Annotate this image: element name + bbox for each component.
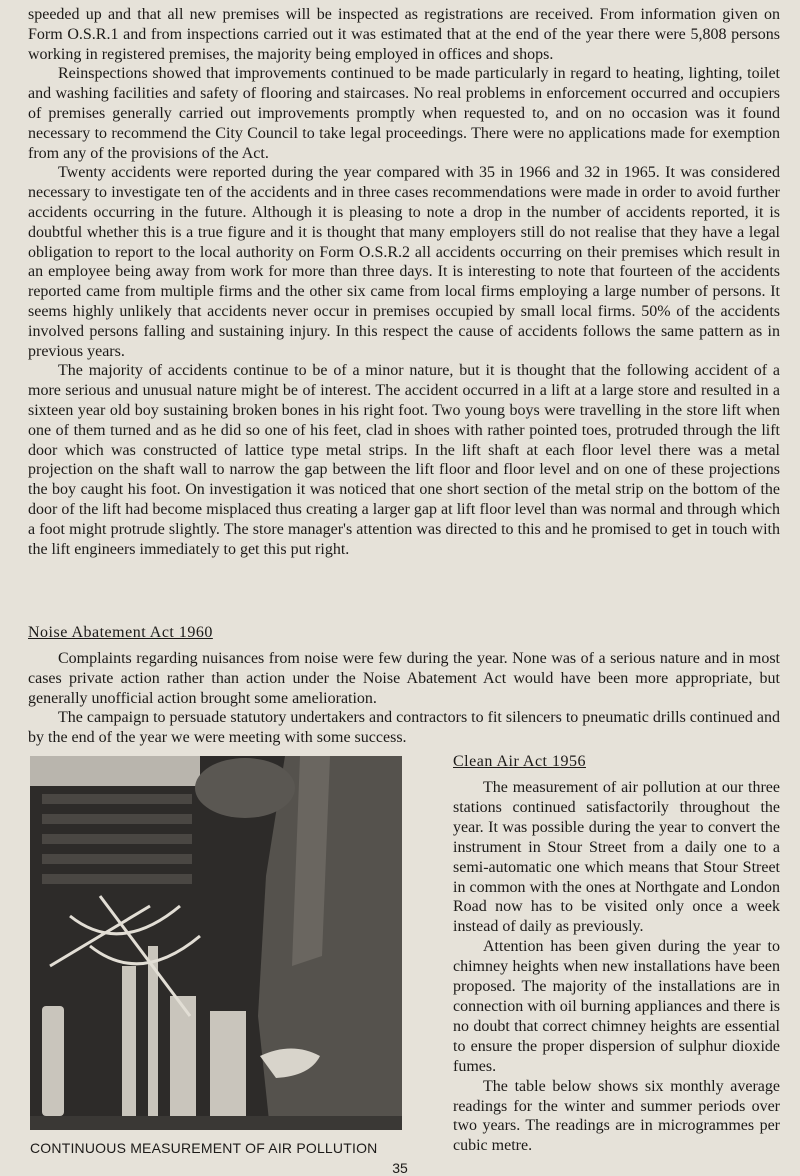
top-section [28,5,780,559]
paragraph-table-intro: The table below shows six monthly average readings for the winter and summer periods over two years. The readings are in microgrammes per cubic metre. [453,1077,780,1155]
air-pollution-photo [30,756,402,1130]
paragraph-chimney-heights: Attention has been given during the year to chimney heights when new installations have been proposed. The majority of the installations are in connection with oil burning appliances and there is no doubt that correct chimney heights are essential to ensure the proper dispersion of sulphur dioxide fumes. [453,938,780,1075]
photo-image [30,756,402,1130]
paragraph-accidents: Twenty accidents were reported during the year compared with 35 in 1966 and 32 in 1965. It was considered necessary to investigate ten of the accidents and in three cases recommendations were made in order to avoid further accidents occurring in the future. Although it is pleasing to note a drop in the number of accidents reported, it is doubtful whether this is a true figure and it is thought that many employers still do not realise that they have a legal obligation to report to the local authority on Form O.S.R.2 all accidents occurring on their premises which result in an employee being away from work for more than three days. It is interesting to note that fourteen of the accidents reported came from multiple firms and the other six came from local firms employing a large number of persons. It seems highly unlikely that accidents never occur in premises occupied by small local firms. 50% of the accidents involved persons falling and sustaining injury. In this respect the cause of accidents follows the same pattern as in previous years. [28,164,780,360]
paragraph-air-measurement: The measurement of air pollution at our three stations continued satisfactorily throughout the year. It was possible during the year to convert the instrument in Stour Street from a daily one to a semi-automatic one which means that Stour Street in common with the ones at Northgate and London Road now has to be visited only once a week instead of daily as previously. [453,779,780,936]
paragraph-lift-accident: The majority of accidents continue to be of a minor nature, but it is thought that the following accident of a more serious and unusual nature might be of interest. The accident occurred in a lift at a large store and resulted in a sixteen year old boy sustaining broken bones in his right foot. Two young boys were travelling in the store lift when one of them turned and as he did so one of his feet, clad in shoes with rather pointed toes, protruded through the lift door which was constructed of lattice type metal strips. In the lift shaft at each floor level there was a metal projection on the shaft wall to narrow the gap between the lift floor and floor level and on one of these projections the boy caught his foot. On investigation it was noticed that one short section of the metal strip on the bottom of the door of the lift had become misplaced thus creating a larger gap at lift floor level than was normal and through which a foot might protrude slightly. The store manager's attention was directed to this and he promised to get in touch with the lift engineers immediately to get this put right. [28,362,780,558]
noise-heading: Noise Abatement Act 1960 [28,624,213,641]
paragraph-registrations: speeded up and that all new premises will be inspected as registrations are received. From information given on Form O.S.R.1 and from inspections carried out it was estimated that at the end of the year there were 5,808 persons working in registered premises, the majority being employed in offices and shops. [28,6,780,63]
paragraph-noise-complaints: Complaints regarding nuisances from noise were few during the year. None was of a serious nature and in most cases private action rather than action under the Noise Abatement Act would have been more appropriate, but generally unofficial action brought some amelioration. [28,650,780,707]
paragraph-reinspections: Reinspections showed that improvements continued to be made particularly in regard to heating, lighting, toilet and washing facilities and safety of flooring and staircases. No real problems in enforcement occurred and occupiers of premises generally carried out improvements promptly when requested to, and on no occasion was it found necessary to recommend the City Council to take legal proceedings. There were no applications made for exemption from any of the provisions of the Act. [28,65,780,162]
clean-air-section [453,752,780,1156]
clean-air-heading: Clean Air Act 1956 [453,753,586,770]
photo-caption: CONTINUOUS MEASUREMENT OF AIR POLLUTION [30,1140,378,1156]
paragraph-pneumatic-drills: The campaign to persuade statutory undertakers and contractors to fit silencers to pneumatic drills continued and by the end of the year we were meeting with some success. [28,709,780,747]
page-number: 35 [392,1160,408,1176]
noise-section [28,623,780,748]
